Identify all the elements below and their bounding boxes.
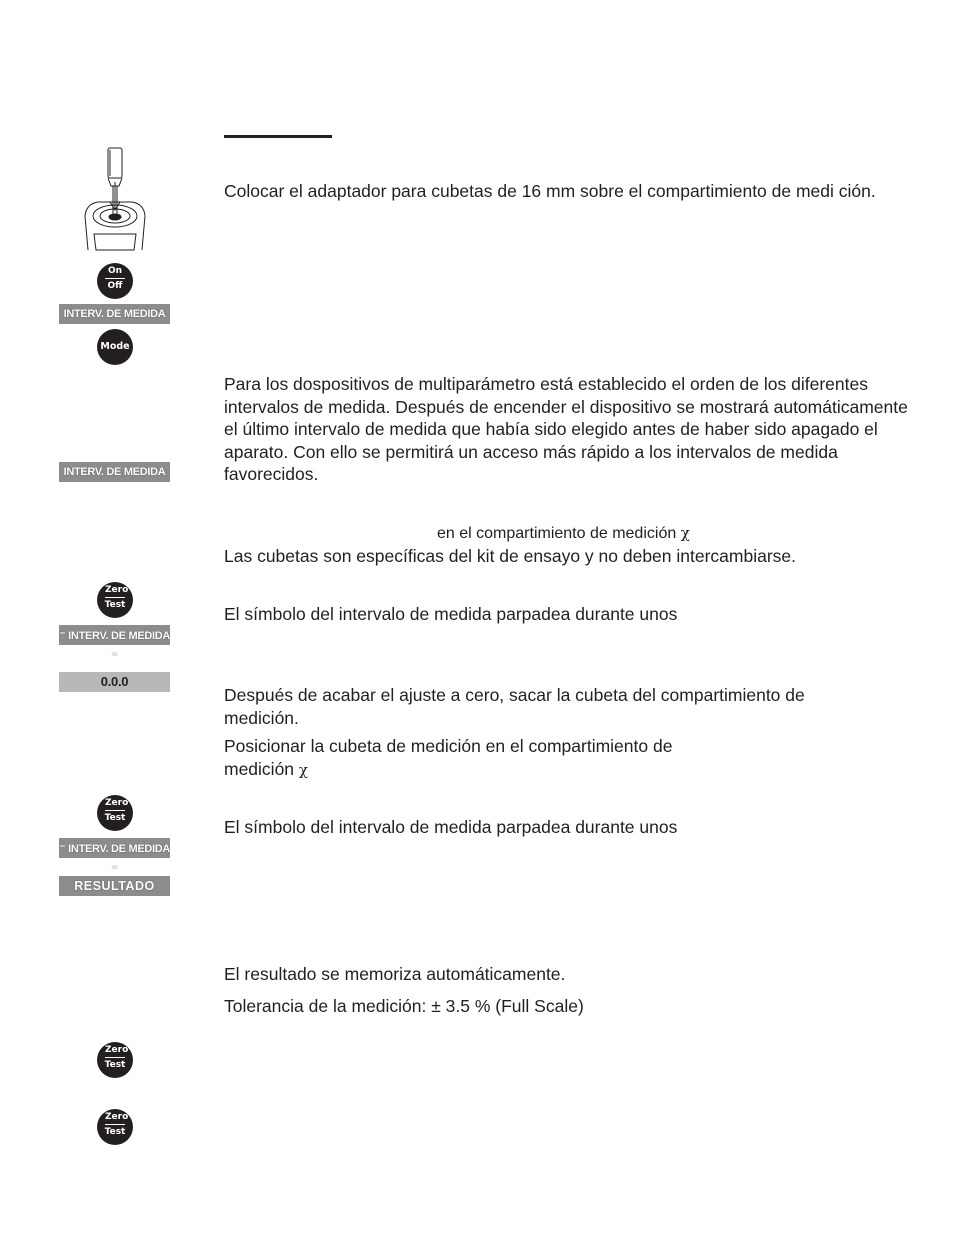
off-label: Off bbox=[107, 281, 123, 291]
flash-icon: ⁼ bbox=[111, 862, 118, 876]
range-display-label: INTERV. DE MEDIDA bbox=[68, 630, 170, 642]
flash-icon: ⁼ bbox=[111, 649, 118, 663]
result-display: RESULTADO bbox=[59, 876, 170, 896]
result-memorized-note: El resultado se memoriza automáticamente. bbox=[224, 964, 566, 984]
instruction-place-vial-text: en el compartimiento de medición bbox=[437, 525, 677, 542]
zero-value-display: 0.0.0 bbox=[59, 672, 170, 692]
mode-button[interactable]: Mode bbox=[97, 329, 133, 365]
zero-label: Zero bbox=[105, 795, 125, 811]
test-label: Test bbox=[104, 1127, 126, 1137]
zero-test-button[interactable] bbox=[97, 582, 133, 618]
instruction-multiparameter-order: Para los dospositivos de multiparámetro está establecido el orden de los diferentes intervalos de medida. Después de encender el dispositivo se mostrará automáticamente el último intervalo de medida que había sido elegido antes de haber sido apagado el aparato. Con ello se permitirá un acceso más rápido a los intervalos de medida favorecidos. bbox=[224, 374, 908, 484]
instruction-place-vial bbox=[437, 522, 690, 546]
test-label: Test bbox=[104, 1060, 126, 1070]
flash-icon: ⁼ bbox=[59, 841, 66, 855]
zero-test-button[interactable] bbox=[97, 1042, 133, 1078]
range-display-flashing bbox=[59, 838, 170, 876]
instruction-position-vial-text: Posicionar la cubeta de medición en el compartimiento de medición bbox=[224, 736, 673, 779]
measurement-tolerance: Tolerancia de la medición: ± 3.5 % (Full Scale) bbox=[224, 996, 584, 1016]
on-off-button[interactable] bbox=[97, 263, 133, 299]
section-title-rule bbox=[224, 135, 332, 138]
instruction-symbol-blinks: El símbolo del intervalo de medida parpadea durante unos bbox=[224, 604, 678, 624]
range-display-flashing bbox=[59, 625, 170, 663]
adapter-illustration bbox=[82, 146, 152, 254]
instruction-place-adapter: Colocar el adaptador para cubetas de 16 mm sobre el compartimiento de medi ción. bbox=[224, 181, 876, 201]
range-display: INTERV. DE MEDIDA bbox=[59, 462, 170, 482]
zero-test-button[interactable] bbox=[97, 1109, 133, 1145]
instruction-remove-vial: Después de acabar el ajuste a cero, sacar la cubeta del compartimiento de medición. bbox=[224, 685, 805, 728]
zero-label: Zero bbox=[105, 1109, 125, 1125]
on-label: On bbox=[105, 263, 125, 279]
instruction-vials-specific: Las cubetas son específicas del kit de ensayo y no deben intercambiarse. bbox=[224, 546, 797, 566]
instruction-position-vial bbox=[224, 735, 704, 781]
instruction-symbol-blinks: El símbolo del intervalo de medida parpadea durante unos bbox=[224, 817, 678, 837]
zero-label: Zero bbox=[105, 582, 125, 598]
zero-label: Zero bbox=[105, 1042, 125, 1058]
zero-test-button[interactable] bbox=[97, 795, 133, 831]
range-display-label: INTERV. DE MEDIDA bbox=[68, 843, 170, 855]
test-label: Test bbox=[104, 813, 126, 823]
x-mark-symbol: χ bbox=[680, 524, 690, 542]
range-display: INTERV. DE MEDIDA bbox=[59, 304, 170, 324]
x-mark-symbol: χ bbox=[298, 760, 309, 779]
flash-icon: ⁼ bbox=[59, 628, 66, 642]
test-label: Test bbox=[104, 600, 126, 610]
